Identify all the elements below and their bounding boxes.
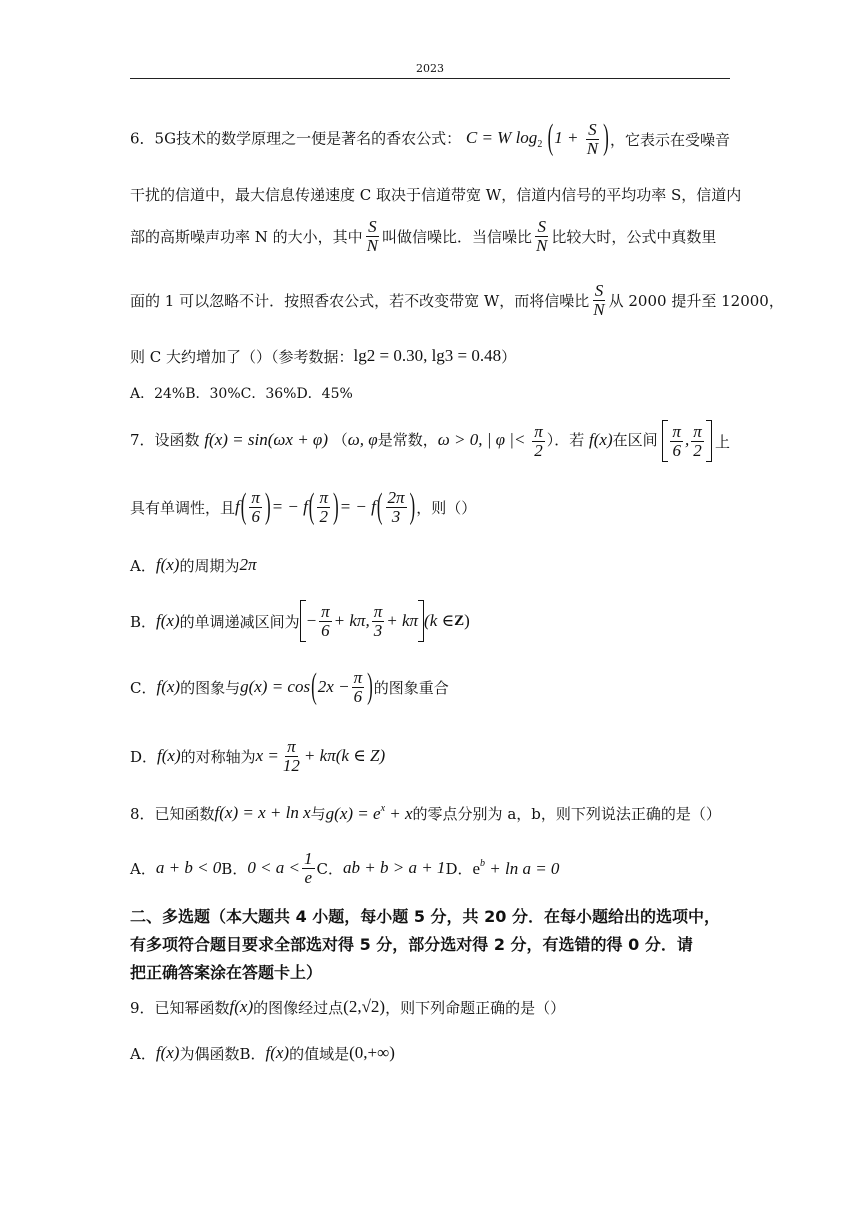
opt-b-text: 的值域是 <box>289 1044 350 1063</box>
q7-line-1: 7．设函数 f(x) = sin(ωx + φ) （ω, φ是常数，ω > 0, | φ |< $\frac{\pi}{2}$ ）．若 f(x)在区间 $\frac{\pi}{6}$ , $\frac{\pi}{2}$ 上 <box>130 418 730 464</box>
q7-fx: f(x) <box>155 555 180 574</box>
opt-b-label: B． <box>221 859 248 878</box>
q9-point: (2,√2) <box>343 997 386 1016</box>
one-plus: 1 + <box>554 127 579 147</box>
option-label: B． <box>130 612 157 631</box>
q6-line1-tail: ，它表示在受噪音 <box>609 130 730 149</box>
option-text: 的图象与 <box>180 678 241 697</box>
frac-num: π <box>353 667 363 687</box>
q6-l4-a: 面的 1 可以忽略不计．按照香农公式，若不改变带宽 W，而将信噪比 <box>130 291 590 310</box>
opt-c-label: C． <box>316 859 344 878</box>
q7-line1-tail: 上 <box>714 432 730 451</box>
q7-intro: 7．设函数 <box>130 431 200 449</box>
x-equals: x = <box>255 746 279 765</box>
page-header-year: 2023 <box>416 62 444 75</box>
g-sup: x <box>380 802 386 814</box>
frac-num: π <box>693 421 702 441</box>
section2-line-1: 二、多选题（本大题共 4 小题，每小题 5 分，共 20 分．在每小题给出的选项中， <box>130 907 720 926</box>
q9-line-1 <box>130 994 730 1020</box>
interval-end: + kπ <box>386 611 419 630</box>
pi-over-6 <box>352 669 365 706</box>
two-pi-over-3-arg <box>386 489 407 526</box>
q7-option-a <box>130 552 730 578</box>
frac-den: 6 <box>321 620 330 640</box>
q7-option-c: C． f(x) 的图象与 g(x) = cos ( 2x − $\frac{\pi}{6}$ ) 的图象重合 <box>130 666 449 706</box>
paren-right: ) <box>603 116 609 157</box>
snr-fraction-3 <box>534 218 549 255</box>
section2-line-3: 把正确答案涂在答题卡上） <box>130 963 323 982</box>
q6-l5-b: ） <box>501 347 517 366</box>
q6-number: 6． <box>130 128 155 147</box>
option-label: D． <box>130 747 158 766</box>
option-value: 2π <box>239 555 257 574</box>
section2-line-2: 有多项符合题目要求全部选对得 5 分，部分选对得 2 分，有选错的得 0 分．请 <box>130 935 693 954</box>
q8-and: 与 <box>310 804 326 823</box>
q7-line-2: 具有单调性，且 f ( $\frac{\pi}{6}$ ) = − f ( $\frac{\pi}{2}$ ) = − f ( $\frac{2\pi}{3}$ ) ，则（） <box>130 486 477 526</box>
g-part2: + x <box>385 803 413 823</box>
option-label: C． <box>130 678 157 697</box>
q8-intro: 8．已知函数 <box>130 804 215 823</box>
q6-l3-c: 比较大时，公式中真数里 <box>551 227 717 246</box>
frac-den: 6 <box>672 440 681 460</box>
one-over-e <box>302 850 315 887</box>
pi-over-6 <box>670 423 683 460</box>
frac-num: π <box>287 736 296 756</box>
interval-mid: + kπ, <box>333 611 370 630</box>
q7-condition: ω > 0, | φ |< <box>437 430 526 449</box>
interval-left-bracket <box>662 420 668 462</box>
cos-inner: 2x − <box>317 677 350 696</box>
log-base: 2 <box>537 138 543 150</box>
q9-options <box>130 1040 730 1066</box>
snr-fraction-4 <box>591 282 606 319</box>
integers-symbol: Z <box>454 612 465 629</box>
q7-const-text: 是常数， <box>377 431 438 449</box>
frac-num: π <box>319 487 328 507</box>
q7-option-b: B． f(x) 的单调递减区间为 − $\frac{\pi}{6}$ + kπ, $\frac{\pi}{3}$ + kπ (k ∈ Z ) <box>130 598 730 644</box>
q6-l4-b: 从 2000 提升至 12000， <box>608 291 784 310</box>
q7-l2-a: 具有单调性，且 <box>130 498 236 517</box>
frac-den: N <box>586 138 599 158</box>
q7-option-d <box>130 734 730 778</box>
g-part: g(x) = e <box>325 803 381 823</box>
opt-d-label: D． <box>445 859 473 878</box>
k-in: (k ∈ <box>424 611 455 630</box>
opt-a-label: A． <box>130 1044 156 1063</box>
q7-interval-text: 在区间 <box>612 431 658 449</box>
axis-tail: + kπ(k ∈ Z) <box>303 746 386 765</box>
opt-d-math <box>472 858 559 879</box>
opt-b-label: B． <box>239 1044 266 1063</box>
q9-intro: 9．已知幂函数 <box>130 998 230 1017</box>
q6-options: A．24%B．30%C．36%D．45% <box>130 386 353 402</box>
q9-passes: 的图像经过点 <box>253 998 344 1017</box>
frac-num: S <box>588 119 597 139</box>
q6-line-4 <box>130 278 784 322</box>
frac-den: N <box>536 235 548 255</box>
frac-num: π <box>251 487 260 507</box>
q7-fx: f(x) <box>589 430 613 449</box>
opt-a-text: 为偶函数 <box>179 1044 240 1063</box>
q7-fx: f(x) <box>156 677 181 696</box>
opt-b-math: 0 < a < <box>247 858 301 877</box>
header-rule <box>130 78 730 79</box>
frac-num: S <box>368 216 377 236</box>
q6-line-5 <box>130 344 730 368</box>
opt-c-math: ab + b > a + 1 <box>343 858 446 877</box>
frac-den: 6 <box>251 506 260 526</box>
q7-params: ω, φ <box>347 430 378 449</box>
d-rest: + ln a = 0 <box>485 858 560 878</box>
q9-fx: f(x) <box>155 1043 180 1062</box>
frac-num: π <box>534 421 543 441</box>
q6-intro: 5G技术的数学原理之一便是著名的香农公式： <box>154 128 462 147</box>
q9-fx: f(x) <box>229 997 254 1016</box>
pi-over-6-arg <box>249 489 262 526</box>
frac-num: π <box>672 421 681 441</box>
paren-left: ( <box>547 116 554 157</box>
frac-num: S <box>594 280 604 300</box>
opt-b-range: (0,+∞) <box>349 1043 395 1062</box>
q7-fx: f(x) <box>156 611 180 630</box>
option-tail: 的图象重合 <box>373 678 449 697</box>
pi-over-2-arg <box>317 489 330 526</box>
q7-l2-b: ，则（） <box>416 498 477 517</box>
q6-line-2: 干扰的信道中，最大信息传递速度 C 取决于信道带宽 W，信道内信号的平均功率 S，信道内 <box>130 185 742 204</box>
frac-num: 2π <box>387 487 405 507</box>
frac-den: 2 <box>693 440 702 460</box>
q7-paren-open: （ <box>332 431 348 449</box>
q8-options <box>130 846 730 890</box>
opt-a-label: A． <box>130 859 156 878</box>
frac-num: 1 <box>304 848 313 868</box>
option-text: 的对称轴为 <box>180 747 256 766</box>
q9-fx: f(x) <box>265 1043 290 1062</box>
pi-over-2b <box>691 423 704 460</box>
q7-if-text: ）．若 <box>546 431 585 449</box>
q8-f: f(x) = x + ln x <box>214 803 311 822</box>
interval-right-bracket <box>706 420 712 462</box>
pi-over-6 <box>319 603 332 640</box>
eq-minus-f: = − f <box>271 497 308 516</box>
formula-prefix: C = W log <box>465 127 538 147</box>
frac-den: 12 <box>282 755 300 775</box>
eq-minus-f-2: = − f <box>339 497 376 516</box>
e-base: e <box>472 858 481 878</box>
frac-num: S <box>537 216 546 236</box>
f-symbol: f <box>235 497 240 516</box>
q9-tail: ，则下列命题正确的是（） <box>385 998 566 1017</box>
frac-num: π <box>321 601 330 621</box>
q6-l3-b: 叫做信噪比．当信噪比 <box>382 227 533 246</box>
option-label: A． <box>130 556 156 575</box>
option-text: 的单调递减区间为 <box>179 612 300 631</box>
reference-data: lg2 = 0.30, lg3 = 0.48 <box>353 346 502 365</box>
frac-den: N <box>366 235 379 255</box>
pi-over-12 <box>281 738 302 775</box>
e-sup: b <box>480 857 486 869</box>
frac-den: 2 <box>534 440 543 460</box>
frac-den: 3 <box>373 620 383 640</box>
q6-l3-a: 部的高斯噪声功率 N 的大小，其中 <box>130 227 363 246</box>
shannon-formula <box>465 116 610 158</box>
frac-den: N <box>593 299 605 319</box>
q6-l5-a: 则 C 大约增加了（）（参考数据： <box>130 347 354 366</box>
pi-over-2 <box>532 423 545 460</box>
q6-line-3 <box>130 214 730 258</box>
frac-num: π <box>373 601 383 621</box>
q8-line-1 <box>130 800 730 826</box>
snr-fraction <box>585 121 600 158</box>
frac-den: 6 <box>353 686 363 706</box>
frac-den: 2 <box>319 506 328 526</box>
frac-den: e <box>304 867 313 887</box>
opt-a-math: a + b < 0 <box>155 858 222 877</box>
q8-tail: 的零点分别为 a，b，则下列说法正确的是（） <box>412 804 721 823</box>
g-function: g(x) = cos <box>240 677 311 696</box>
q7-function-def: f(x) = sin(ωx + φ) <box>204 430 328 449</box>
option-text: 的周期为 <box>179 556 240 575</box>
q6-line-1 <box>130 118 730 160</box>
snr-fraction-2 <box>365 218 380 255</box>
frac-den: 3 <box>391 506 401 526</box>
q7-fx: f(x) <box>157 746 181 765</box>
pi-over-3 <box>372 603 385 640</box>
q8-g <box>326 803 413 824</box>
close-paren: ) <box>464 611 470 630</box>
